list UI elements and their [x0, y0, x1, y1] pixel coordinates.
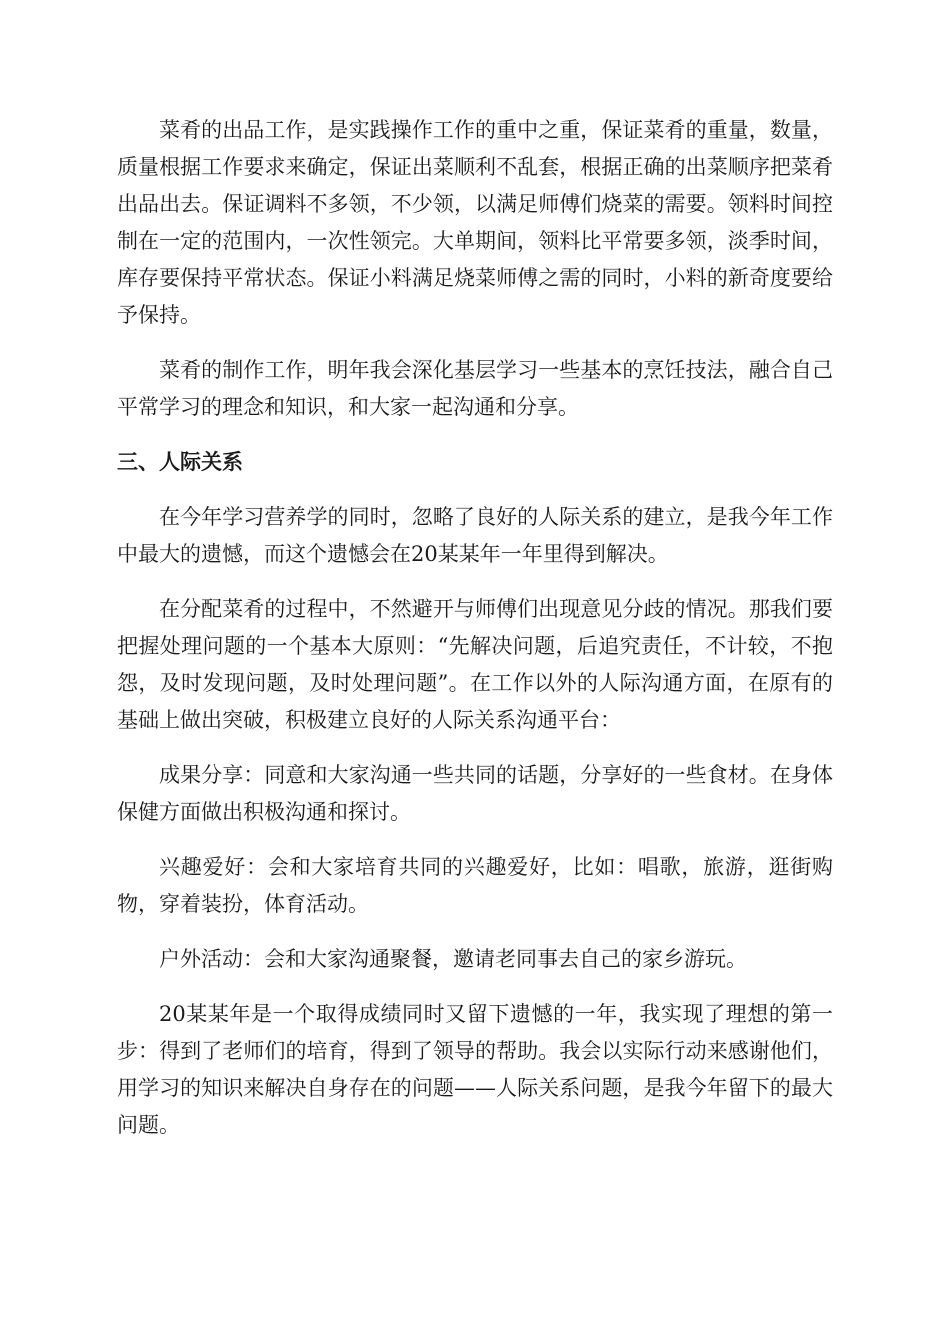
paragraph-dish-serving: 菜肴的出品工作，是实践操作工作的重中之重，保证菜肴的重量，数量，质量根据工作要求来确定，保证出菜顺利不乱套，根据正确的出菜顺序把菜肴出品出去。保证调料不多领，不少领，以满足师傅们烧菜的需要。领料时间控制在一定的范围内，一次性领完。大单期间，领料比平常要多领，淡季时间，库存要保持平常状态。保证小料满足烧菜师傅之需的同时，小料的新奇度要给予保持。 [117, 118, 833, 327]
paragraph-regret: 在今年学习营养学的同时，忽略了良好的人际关系的建立，是我今年工作中最大的遗憾，而这个遗憾会在20某某年一年里得到解决。 [117, 505, 833, 566]
paragraph-hobbies: 兴趣爱好：会和大家培育共同的兴趣爱好，比如：唱歌，旅游，逛街购物，穿着装扮，体育活动。 [117, 855, 833, 916]
paragraph-conflict-principle: 在分配菜肴的过程中，不然避开与师傅们出现意见分歧的情况。那我们要把握处理问题的一个基本大原则：“先解决问题，后追究责任，不计较，不抱怨，及时发现问题，及时处理问题”。在工作以外的人际沟通方面，在原有的基础上做出突破，积极建立良好的人际关系沟通平台： [117, 597, 833, 732]
paragraph-outdoor: 户外活动：会和大家沟通聚餐，邀请老同事去自己的家乡游玩。 [159, 947, 747, 971]
section-heading-interpersonal: 三、人际关系 [117, 450, 243, 474]
paragraph-dish-making: 菜肴的制作工作，明年我会深化基层学习一些基本的烹饪技法，融合自己平常学习的理念和知识，和大家一起沟通和分享。 [117, 358, 833, 419]
paragraph-sharing: 成果分享：同意和大家沟通一些共同的话题，分享好的一些食材。在身体保健方面做出积极沟通和探讨。 [117, 763, 833, 824]
document-body [117, 112, 833, 1162]
paragraph-conclusion: 20某某年是一个取得成绩同时又留下遗憾的一年，我实现了理想的第一步：得到了老师们的培育，得到了领导的帮助。我会以实际行动来感谢他们，用学习的知识来解决自身存在的问题——人际关系问题，是我今年留下的最大问题。 [117, 1002, 833, 1137]
